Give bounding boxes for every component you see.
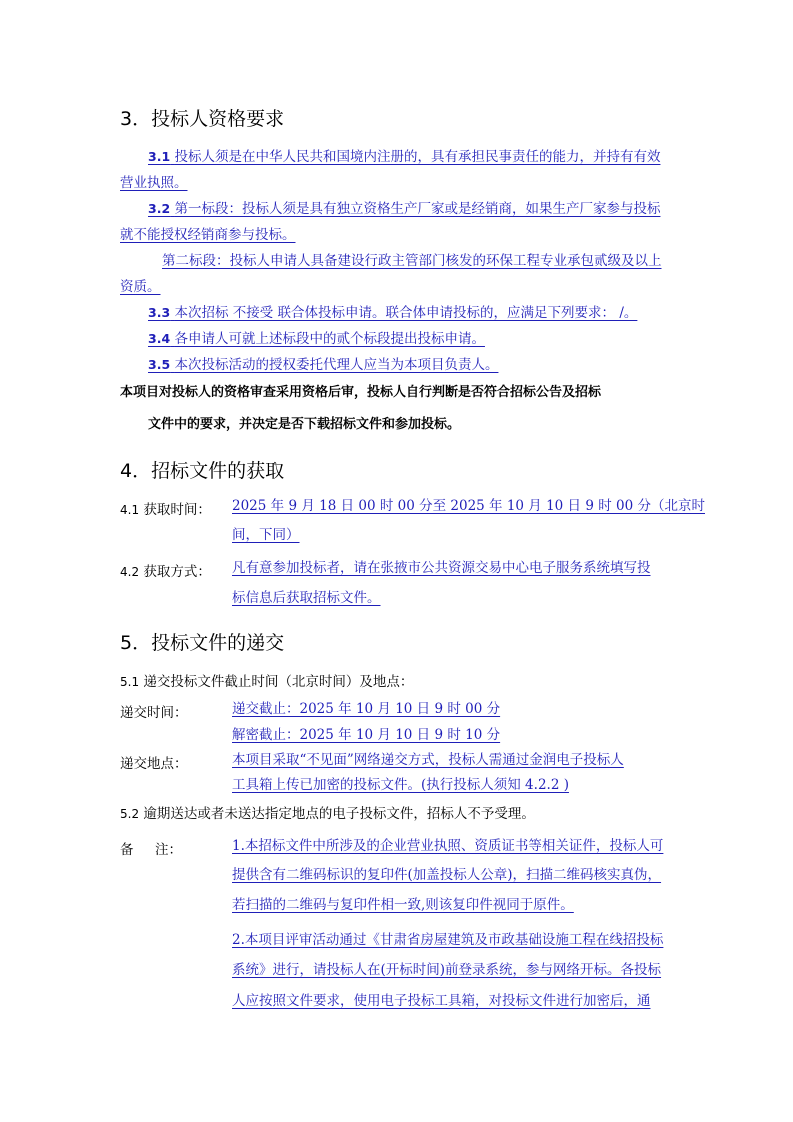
remark-2-line2: 系统》进行，请投标人在(开标时间)前登录系统，参与网络开标。各投标 — [232, 962, 662, 978]
section-4-heading: 4．招标文件的获取 — [120, 460, 285, 482]
acquire-method-line1: 凡有意参加投标者，请在张掖市公共资源交易中心电子服务系统填写投 — [232, 560, 651, 576]
item-3-4-number: 3.4 — [148, 331, 171, 346]
para-5-1: 5.1 递交投标文件截止时间（北京时间）及地点： — [120, 674, 414, 690]
remark-1-line1: 1.本招标文件中所涉及的企业营业执照、资质证书等相关证件，投标人可 — [232, 838, 664, 854]
submit-place-line1: 本项目采取“不见面”网络递交方式，投标人需通过金润电子投标人 — [232, 752, 624, 768]
item-3-2-line1: 3.2 第一标段：投标人须是具有独立资格生产厂家或是经销商，如果生产厂家参与投标 — [148, 201, 661, 217]
item-3-3: 3.3 本次招标 不接受 联合体投标申请。联合体申请投标的，应满足下列要求： /。 — [148, 305, 638, 321]
remark-2-line1: 2.本项目评审活动通过《甘肃省房屋建筑及市政基础设施工程在线招投标 — [232, 932, 664, 948]
item-3-5-number: 3.5 — [148, 357, 171, 372]
section-5-heading: 5．投标文件的递交 — [120, 632, 285, 654]
qualification-note-line2: 文件中的要求，并决定是否下载招标文件和参加投标。 — [148, 417, 461, 432]
acquire-time-line1: 2025 年 9 月 18 日 00 时 00 分至 2025 年 10 月 10 日 9 时 00 分（北京时 — [232, 498, 705, 514]
item-lot2-line1: 第二标段：投标人申请人具备建设行政主管部门核发的环保工程专业承包贰级及以上 — [162, 253, 662, 269]
label-remark: 备 注： — [120, 842, 182, 858]
decrypt-deadline: 解密截止：2025 年 10 月 10 日 9 时 10 分 — [232, 727, 501, 743]
label-submit-time: 递交时间： — [120, 705, 188, 721]
label-4-1: 4.1 获取时间： — [120, 502, 211, 518]
item-3-1-line2: 营业执照。 — [120, 175, 188, 191]
label-submit-place: 递交地点： — [120, 756, 188, 772]
item-3-2-line2: 就不能授权经销商参与投标。 — [120, 227, 296, 243]
section-3-heading: 3．投标人资格要求 — [120, 108, 285, 130]
item-3-3-number: 3.3 — [148, 305, 171, 320]
item-3-2-number: 3.2 — [148, 201, 171, 216]
item-3-1-number: 3.1 — [148, 149, 171, 164]
remark-2-line3: 人应按照文件要求，使用电子投标工具箱，对投标文件进行加密后，通 — [232, 993, 651, 1009]
acquire-time-line2: 间，下同） — [232, 527, 300, 543]
item-3-4: 3.4 各申请人可就上述标段中的贰个标段提出投标申请。 — [148, 331, 485, 347]
acquire-method-line2: 标信息后获取招标文件。 — [232, 590, 381, 606]
para-5-2: 5.2 逾期送达或者未送达指定地点的电子投标文件，招标人不予受理。 — [120, 806, 535, 822]
qualification-note-line1: 本项目对投标人的资格审查采用资格后审，投标人自行判断是否符合招标公告及招标 — [120, 385, 602, 400]
item-3-5: 3.5 本次投标活动的授权委托代理人应当为本项目负责人。 — [148, 357, 499, 373]
remark-1-line2: 提供含有二维码标识的复印件(加盖投标人公章)，扫描二维码核实真伪， — [232, 867, 662, 883]
item-lot2-line2: 资质。 — [120, 279, 161, 295]
remark-1-line3: 若扫描的二维码与复印件相一致,则该复印件视同于原件。 — [232, 897, 574, 913]
submit-place-line2: 工具箱上传已加密的投标文件。(执行投标人须知 4.2.2 ) — [232, 777, 569, 793]
label-4-2: 4.2 获取方式： — [120, 564, 211, 580]
submit-deadline: 递交截止：2025 年 10 月 10 日 9 时 00 分 — [232, 701, 501, 717]
item-3-1-line1: 3.1 投标人须是在中华人民共和国境内注册的，具有承担民事责任的能力，并持有有效 — [148, 149, 661, 165]
